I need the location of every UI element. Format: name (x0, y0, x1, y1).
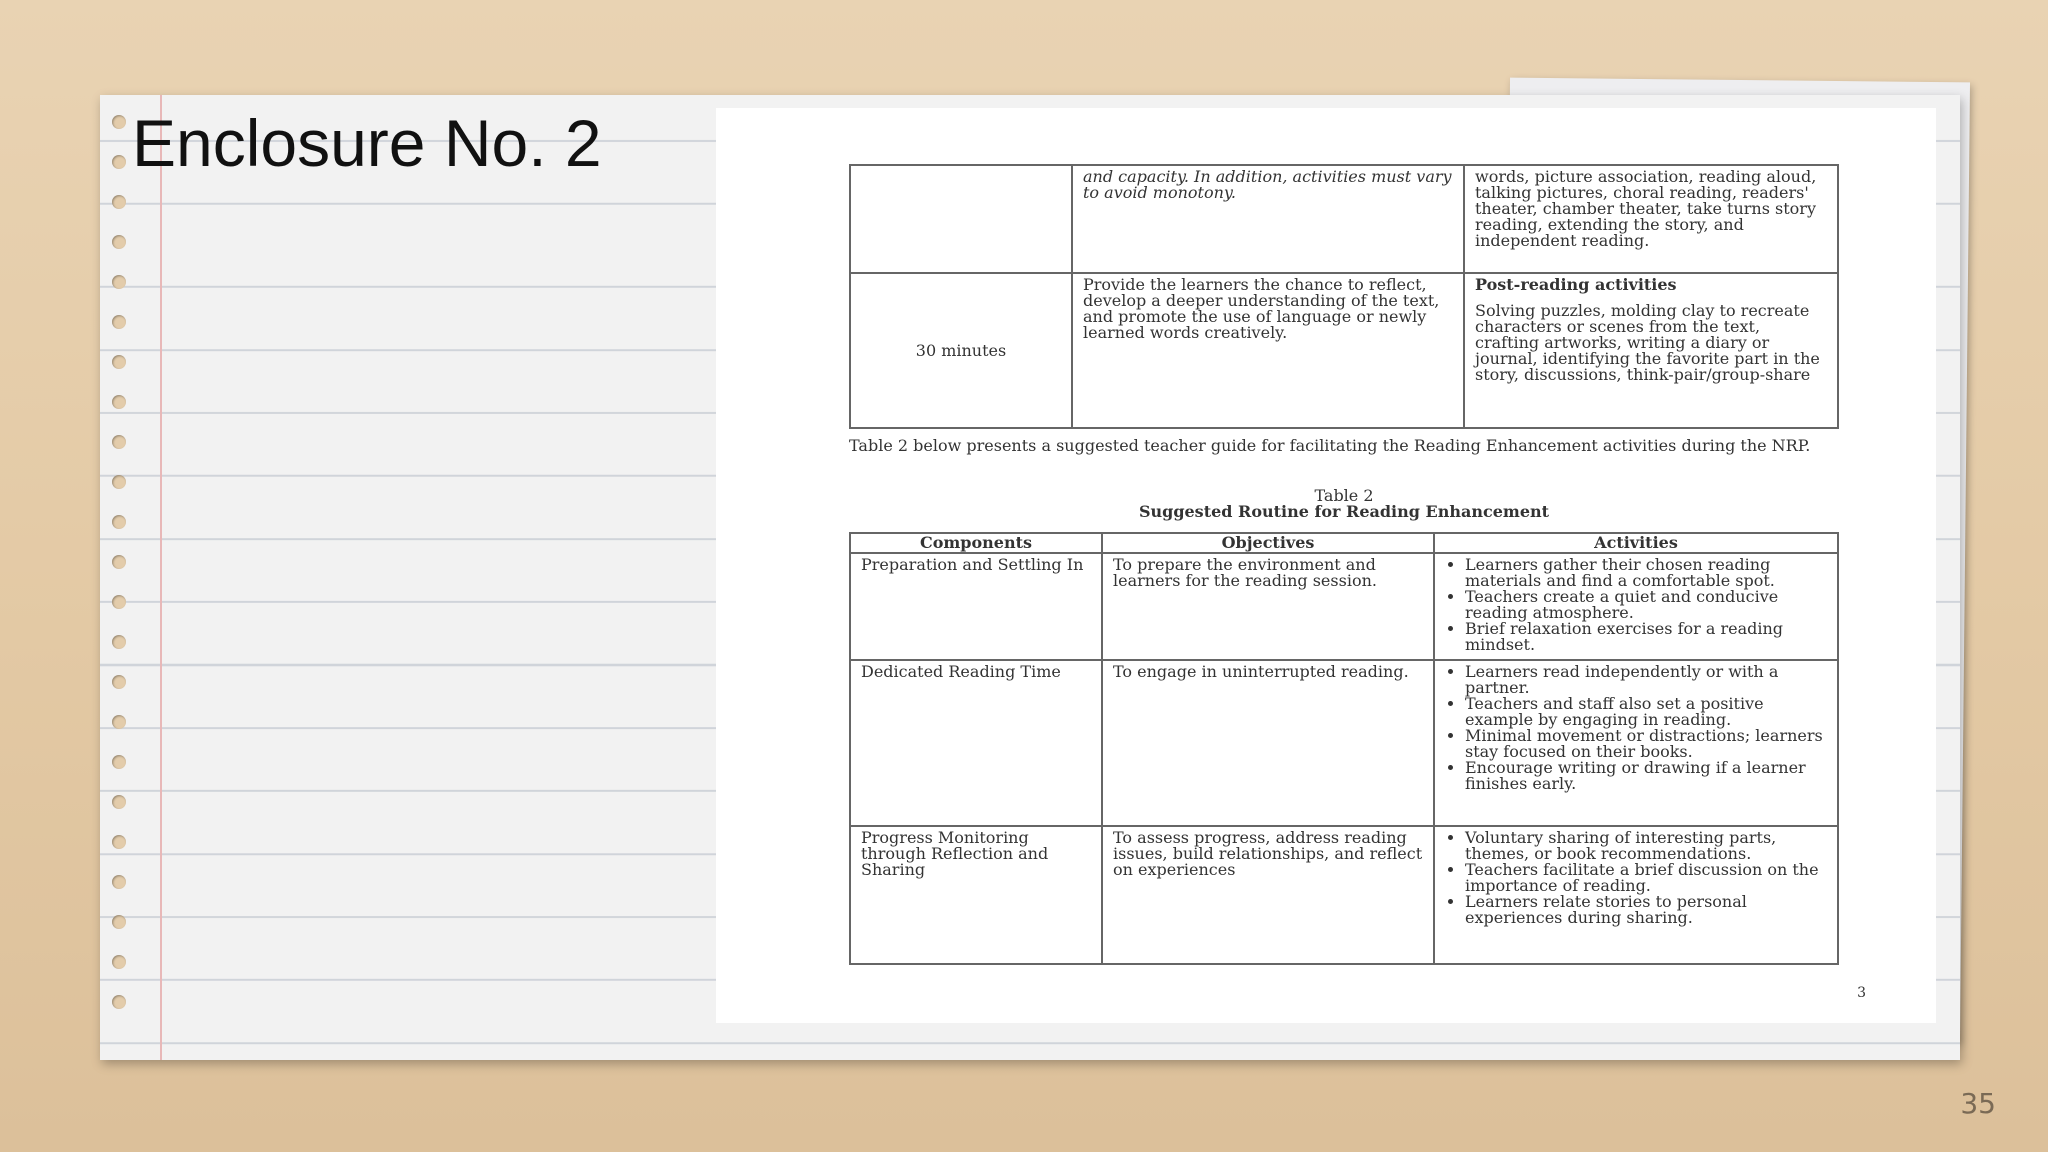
binder-hole (112, 275, 126, 289)
objective-cell: and capacity. In addition, activities must vary to avoid monotony. (1072, 165, 1464, 273)
margin-line (160, 95, 162, 1060)
activities-cell (1434, 553, 1838, 660)
binder-hole (112, 475, 126, 489)
duration-cell: 30 minutes (850, 273, 1072, 428)
slide-title: Enclosure No. 2 (132, 106, 602, 180)
binder-hole (112, 195, 126, 209)
activities-cell (1464, 273, 1838, 428)
binder-hole (112, 835, 126, 849)
post-reading-heading: Post-reading activities (1475, 275, 1677, 294)
objective-cell: To assess progress, address reading issues, build relationships, and reflect on experiences (1102, 826, 1434, 964)
activities-list (1445, 664, 1827, 792)
activities-list (1445, 557, 1827, 653)
table-row (850, 660, 1838, 826)
binder-hole (112, 715, 126, 729)
table-row (850, 553, 1838, 660)
objective-cell: Provide the learners the chance to reflect, develop a deeper understanding of the text, and promote the use of language or newly learned words creatively. (1072, 273, 1464, 428)
binder-hole (112, 755, 126, 769)
binder-hole (112, 675, 126, 689)
binder-hole (112, 115, 126, 129)
activities-cell: words, picture association, reading aloud, talking pictures, choral reading, readers' theater, chamber theater, take turns story reading, extending the story, and independent reading. (1464, 165, 1838, 273)
binder-hole (112, 395, 126, 409)
list-item: • Learners read independently or with a partner. (1465, 664, 1827, 696)
binder-hole (112, 635, 126, 649)
list-item: • Teachers facilitate a brief discussion on the importance of reading. (1465, 862, 1827, 894)
binder-hole (112, 355, 126, 369)
table-header-row (850, 533, 1838, 553)
binder-hole (112, 595, 126, 609)
activities-cell (1434, 660, 1838, 826)
list-item: • Learners relate stories to personal experiences during sharing. (1465, 894, 1827, 926)
list-item: • Learners gather their chosen reading materials and find a comfortable spot. (1465, 557, 1827, 589)
table2-title: Suggested Routine for Reading Enhancement (1138, 502, 1550, 521)
binder-hole (112, 235, 126, 249)
binder-hole (112, 995, 126, 1009)
header-objectives: Objectives (1102, 533, 1434, 553)
table-row (850, 165, 1838, 273)
document-page-number: 3 (1857, 985, 1866, 1001)
table-row (850, 826, 1838, 964)
list-item: • Brief relaxation exercises for a reading mindset. (1465, 621, 1827, 653)
binder-hole (112, 515, 126, 529)
header-activities: Activities (1434, 533, 1838, 553)
list-item: • Teachers create a quiet and conducive reading atmosphere. (1465, 589, 1827, 621)
document-scan (716, 108, 1936, 1023)
binder-hole (112, 955, 126, 969)
list-item: • Teachers and staff also set a positive example by engaging in reading. (1465, 696, 1827, 728)
activities-cell (1434, 826, 1838, 964)
header-components: Components (850, 533, 1102, 553)
objective-cell: To prepare the environment and learners for the reading session. (1102, 553, 1434, 660)
component-cell: Preparation and Settling In (850, 553, 1102, 660)
table2-caption (849, 488, 1839, 520)
component-cell: Dedicated Reading Time (850, 660, 1102, 826)
binder-hole (112, 315, 126, 329)
table2-label: Table 2 (1314, 486, 1374, 505)
binder-hole (112, 875, 126, 889)
objective-cell: To engage in uninterrupted reading. (1102, 660, 1434, 826)
activities-table-continued (849, 164, 1839, 429)
list-item: • Voluntary sharing of interesting parts, themes, or book recommendations. (1465, 830, 1827, 862)
binder-hole (112, 155, 126, 169)
duration-cell (850, 165, 1072, 273)
intro-paragraph: Table 2 below presents a suggested teacher guide for facilitating the Reading Enhancement activities during the NRP. (849, 436, 1811, 455)
binder-hole (112, 435, 126, 449)
binder-hole (112, 915, 126, 929)
post-reading-activities: Solving puzzles, molding clay to recreate characters or scenes from the text, crafting artworks, writing a diary or journal, identifying the favorite part in the story, discussions, think-pair/group-share (1475, 301, 1820, 384)
table-row (850, 273, 1838, 428)
list-item: • Minimal movement or distractions; learners stay focused on their books. (1465, 728, 1827, 760)
binder-hole (112, 795, 126, 809)
list-item: • Encourage writing or drawing if a learner finishes early. (1465, 760, 1827, 792)
activities-list (1445, 830, 1827, 926)
reading-routine-table (849, 532, 1839, 965)
component-cell: Progress Monitoring through Reflection and Sharing (850, 826, 1102, 964)
binder-hole (112, 555, 126, 569)
slide-page-number: 35 (1960, 1087, 1996, 1120)
